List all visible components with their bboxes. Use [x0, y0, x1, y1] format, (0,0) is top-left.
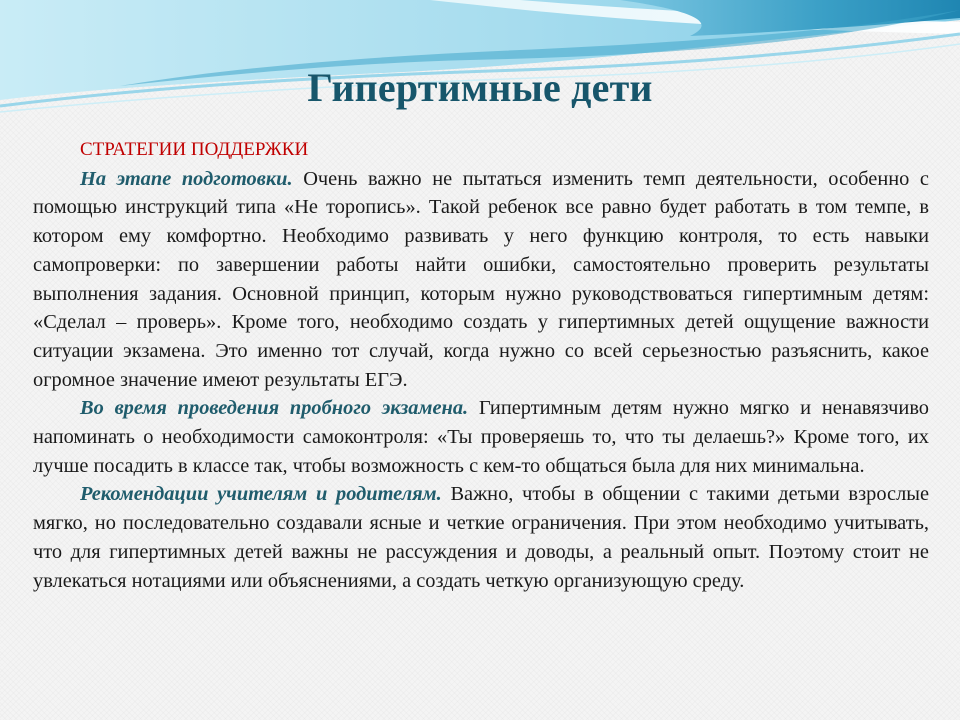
- slide-title: Гипертимные дети: [307, 65, 653, 110]
- paragraph-preparation: [33, 165, 929, 395]
- slide-body: [33, 136, 929, 595]
- paragraph-lead: На этапе подготовки.: [80, 167, 293, 190]
- paragraph-text: Важно, чтобы в общении с такими детьми взрослые мягко, но последовательно создавали ясные и четкие ограничения. При этом необходимо учитывать, что для гипертимных детей важны не рассуждения и доводы, а реальный опыт. Поэтому стоит не увлекаться нотациями или объяснениями, а создать четкую организующую среду.: [33, 483, 929, 592]
- paragraph-lead: Рекомендации учителям и родителям.: [80, 483, 442, 506]
- section-heading: СТРАТЕГИИ ПОДДЕРЖКИ: [80, 139, 309, 160]
- paragraph-lead: Во время проведения пробного экзамена.: [80, 397, 469, 420]
- paragraph-recommendations: [33, 480, 929, 595]
- paragraph-text: Очень важно не пытаться изменить темп деятельности, особенно с помощью инструкций типа «Не торопись». Такой ребенок все равно будет работать в том темпе, в котором ему комфортно. Необходимо развивать у него функцию контроля, то есть навыки самопроверки: по завершении работы найти ошибки, самостоятельно проверить результаты выполнения задания. Основной принцип, которым нужно руководствоваться гипертимным детям: «Сделал – проверь». Кроме того, необходимо создать у гипертимных детей ощущение важности ситуации экзамена. Это именно тот случай, когда нужно со всей серьезностью разъяснить, какое огромное значение имеют результаты ЕГЭ.: [33, 167, 929, 391]
- paragraph-text: Гипертимным детям нужно мягко и ненавязчиво напоминать о необходимости самоконтроля: «Ты проверяешь то, что ты делаешь?» Кроме того, их лучше посадить в классе так, чтобы возможность с кем-то общаться была для них минимальна.: [33, 397, 929, 477]
- paragraph-trial-exam: [33, 394, 929, 480]
